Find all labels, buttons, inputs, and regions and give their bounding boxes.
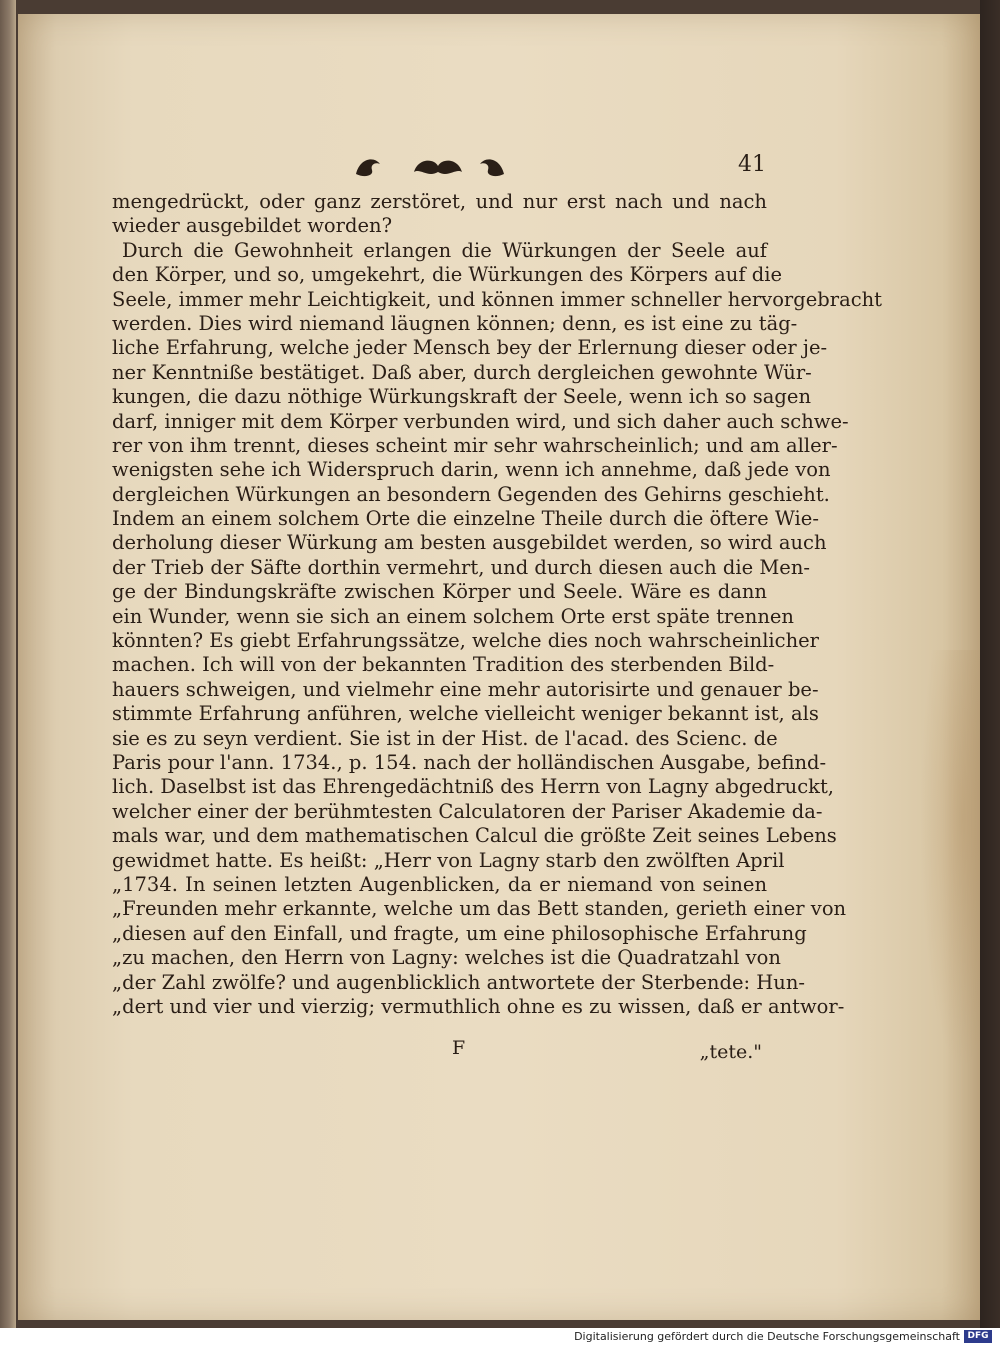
page-header (120, 148, 770, 188)
text-line: „diesen auf den Einfall, und fragte, um eine philosophische Erfahrung (112, 921, 807, 945)
text-line: rer von ihm trennt, dieses scheint mir sehr wahrscheinlich; und am aller- (112, 433, 838, 457)
text-line: der Trieb der Säfte dorthin vermehrt, und durch diesen auch die Men- (112, 555, 810, 579)
text-line: sie es zu seyn verdient. Sie ist in der Hist. de l'acad. des Scienc. de (112, 726, 778, 750)
text-line: darf, inniger mit dem Körper verbunden wird, und sich daher auch schwe- (112, 409, 849, 433)
text-line: machen. Ich will von der bekannten Tradition des sterbenden Bild- (112, 653, 775, 677)
text-line: Seele, immer mehr Leichtigkeit, und können immer schneller hervorgebracht (112, 287, 883, 311)
signature-mark: F (452, 1037, 466, 1059)
text-line: ein Wunder, wenn sie sich an einem solchem Orte erst späte trennen (112, 604, 794, 628)
text-line: stimmte Erfahrung anführen, welche vielleicht weniger bekannt ist, als (112, 702, 819, 726)
dfg-logo: DFG (964, 1330, 992, 1343)
text-line: wenigsten sehe ich Widerspruch darin, wenn ich annehme, daß jede von (112, 458, 831, 482)
footer-credit: Digitalisierung gefördert durch die Deutsche Forschungsgemeinschaft (574, 1330, 960, 1343)
text-line: werden. Dies wird niemand läugnen können; denn, es ist eine zu täg- (112, 311, 798, 335)
text-line: hauers schweigen, und vielmehr eine mehr autorisirte und genauer be- (112, 677, 819, 701)
text-line: kungen, die dazu nöthige Würkungskraft der Seele, wenn ich so sagen (112, 385, 812, 409)
text-line: wieder ausgebildet worden? (112, 214, 393, 238)
text-line: dergleichen Würkungen an besondern Gegenden des Gehirns geschieht. (112, 482, 830, 506)
text-line: lich. Daselbst ist das Ehrengedächtniß des Herrn von Lagny abgedruckt, (112, 775, 834, 799)
book-binding (0, 0, 16, 1328)
text-line: könnten? Es giebt Erfahrungssätze, welche dies noch wahrscheinlicher (112, 629, 820, 653)
text-line: derholung dieser Würkung am besten ausgebildet werden, so wird auch (112, 531, 827, 555)
page-stain (920, 650, 980, 1070)
text-line: gewidmet hatte. Es heißt: „Herr von Lagny starb den zwölften April (112, 848, 785, 872)
text-line: welcher einer der berühmtesten Calculatoren der Pariser Akademie da- (112, 799, 823, 823)
page-footer-marks (112, 1037, 762, 1067)
text-line: „1734. In seinen letzten Augenblicken, da er niemand von seinen (112, 872, 767, 896)
text-line: „der Zahl zwölfe? und augenblicklich antwortete der Sterbende: Hun- (112, 970, 805, 994)
text-line: „Freunden mehr erkannte, welche um das Bett standen, gerieth einer von (112, 897, 847, 921)
text-line: „dert und vier und vierzig; vermuthlich ohne es zu wissen, daß er antwor- (112, 994, 845, 1018)
text-line: Durch die Gewohnheit erlangen die Würkungen der Seele auf (122, 238, 767, 262)
text-line: liche Erfahrung, welche jeder Mensch bey der Erlernung dieser oder je- (112, 336, 828, 360)
text-line: ner Kenntniße bestätiget. Daß aber, durch dergleichen gewohnte Wür- (112, 360, 812, 384)
text-line: Paris pour l'ann. 1734., p. 154. nach der holländischen Ausgabe, befind- (112, 750, 827, 774)
ornament-icon (352, 150, 532, 182)
text-line: „zu machen, den Herrn von Lagny: welches ist die Quadratzahl von (112, 946, 781, 970)
catchword: „tete." (699, 1041, 762, 1063)
text-line: Indem an einem solchem Orte die einzelne Theile durch die öftere Wie- (112, 507, 819, 531)
digitization-footer (0, 1328, 1000, 1347)
body-text (112, 190, 883, 1019)
text-line: mengedrückt, oder ganz zerstöret, und nur erst nach und nach (112, 190, 767, 213)
text-line: ge der Bindungskräfte zwischen Körper und Seele. Wäre es dann (112, 580, 767, 604)
page-edge-shadow (980, 0, 1000, 1328)
text-line: den Körper, und so, umgekehrt, die Würkungen des Körpers auf die (112, 263, 783, 287)
page-number: 41 (738, 152, 766, 177)
text-line: mals war, und dem mathematischen Calcul die größte Zeit seines Lebens (112, 824, 837, 848)
